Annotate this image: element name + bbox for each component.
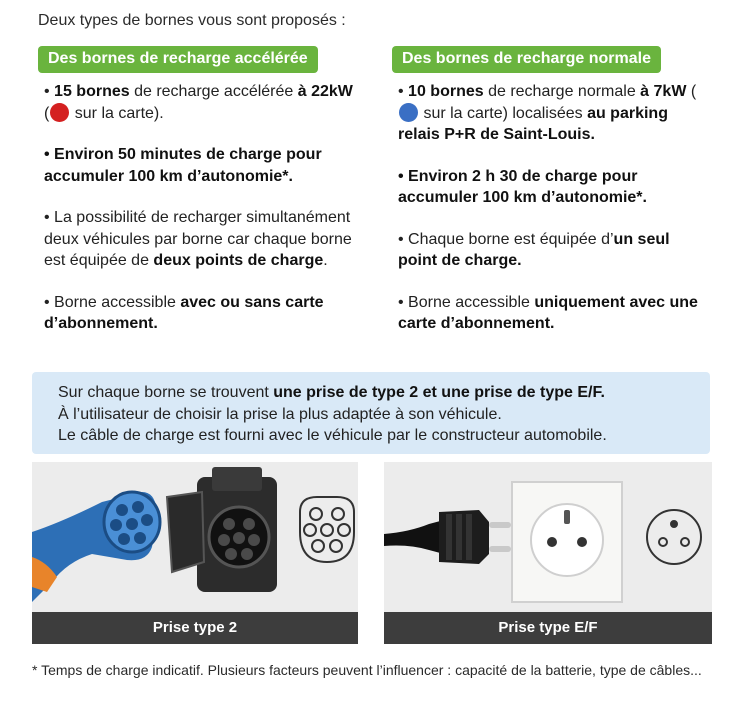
accelerated-bullet-count: • 15 bornes de recharge accélérée à 22kW ( sur la carte). [44,83,353,122]
accelerated-section [38,46,358,335]
normal-title: Des bornes de recharge normale [392,46,661,73]
accelerated-bullet-duration: • Environ 50 minutes de charge pour accumuler 100 km d’autonomie*. [44,146,322,185]
normal-bullet-count: • 10 bornes de recharge normale à 7kW ( sur la carte) localisées au parking relais P+R de Saint-Louis. [398,83,697,143]
accelerated-bullet-points: • La possibilité de recharger simultanément deux véhicules par borne car chaque borne est équipée de deux points de charge. [44,209,352,269]
normal-bullet-points: • Chaque borne est équipée d’un seul point de charge. [398,230,670,269]
accelerated-title: Des bornes de recharge accélérée [38,46,318,73]
type2-pin-diagram-icon [300,497,354,562]
red-dot-icon [50,103,69,122]
ef-pin-diagram-icon [647,510,701,564]
type2-socket-icon [167,467,277,592]
info-line-1: Sur chaque borne se trouvent une prise de type 2 et une prise de type E/F. [58,384,605,401]
footnote: * Temps de charge indicatif. Plusieurs facteurs peuvent l’influencer : capacité de la batterie, type de câbles... [32,662,702,678]
normal-section [392,46,712,335]
info-line-3: Le câble de charge est fourni avec le véhicule par le constructeur automobile. [58,427,607,444]
typeef-illustration [384,462,712,612]
info-box [32,372,710,454]
info-line-2: À l’utilisateur de choisir la prise la plus adaptée à son véhicule. [58,405,502,423]
blue-dot-icon [399,103,418,122]
typeef-card [384,462,712,644]
type2-caption: Prise type 2 [32,612,358,644]
normal-bullet-access: • Borne accessible uniquement avec une carte d’abonnement. [398,293,698,332]
ef-plug-icon [384,510,511,564]
accelerated-bullet-access: • Borne accessible avec ou sans carte d’abonnement. [44,293,324,332]
normal-bullet-duration: • Environ 2 h 30 de charge pour accumuler 100 km d’autonomie*. [398,167,647,206]
type2-illustration [32,462,358,612]
type2-connector-icon [32,492,160,602]
intro-text: Deux types de bornes vous sont proposés : [38,12,346,29]
typeef-caption: Prise type E/F [384,612,712,644]
ef-wall-socket-icon [512,482,622,602]
type2-card [32,462,358,644]
